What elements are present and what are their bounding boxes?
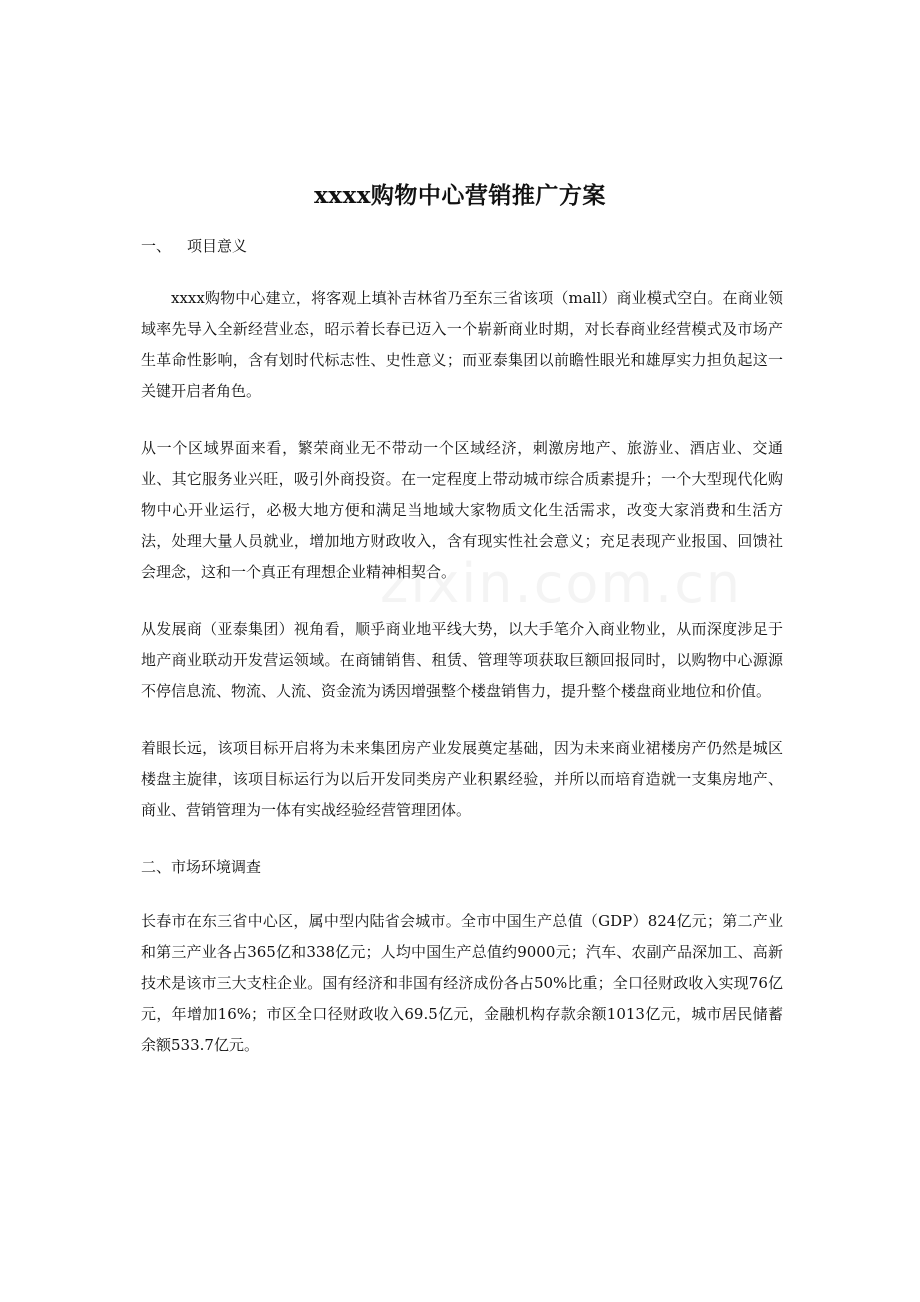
section-number: 二、 [141,858,172,876]
document-title: xxxx购物中心营销推广方案 [314,182,606,210]
paragraph: 从发展商（亚泰集团）视角看，顺乎商业地平线大势，以大手笔介入商业物业，从而深度涉足于地产商业联动开发营运领域。在商铺销售、租赁、管理等项获取巨额回报同时，以购物中心源源不停信息流、物流、人流、资金流为诱因增强整个楼盘销售力，提升整个楼盘商业地位和价值。 [141,620,783,700]
watermark-text: zixin.com.cn [380,552,743,615]
paragraph: xxxx购物中心建立，将客观上填补吉林省乃至东三省该项（mall）商业模式空白。在商业领域率先导入全新经营业态，昭示着长春已迈入一个崭新商业时期，对长春商业经营模式及市场产生革命性影响，含有划时代标志性、史性意义；而亚泰集团以前瞻性眼光和雄厚实力担负起这一关键开启者角色。 [141,289,783,400]
paragraph: 着眼长远，该项目标开启将为未来集团房产业发展奠定基础，因为未来商业裙楼房产仍然是城区楼盘主旋律，该项目标运行为以后开发同类房产业积累经验，并所以而培育造就一支集房地产、商业、营销管理为一体有实战经验经营管理团体。 [141,739,783,819]
paragraph: 长春市在东三省中心区，属中型内陆省会城市。全市中国生产总值（GDP）824亿元；第二产业和第三产业各占365亿和338亿元；人均中国生产总值约9000元；汽车、农副产品深加工、高新技术是该市三大支柱企业。国有经济和非国有经济成份各占50%比重；全口径财政收入实现76亿元，年增加16%；市区全口径财政收入69.5亿元，金融机构存款余额1013亿元，城市居民储蓄余额533.7亿元。 [141,912,783,1054]
section-number: 一、 [141,237,172,255]
paragraph: 从一个区域界面来看，繁荣商业无不带动一个区域经济，刺激房地产、旅游业、酒店业、交通业、其它服务业兴旺，吸引外商投资。在一定程度上带动城市综合质素提升；一个大型现代化购物中心开业运行，必极大地方便和满足当地域大家物质文化生活需求，改变大家消费和生活方法，处理大量人员就业，增加地方财政收入，含有现实性社会意义；充足表现产业报国、回馈社会理念，这和一个真正有理想企业精神相契合。 [141,439,783,581]
section-heading-1 [141,231,783,261]
document-body [141,231,783,1087]
section-title: 项目意义 [187,237,248,255]
section-title: 市场环境调查 [171,858,262,876]
section-heading-2 [141,852,783,882]
